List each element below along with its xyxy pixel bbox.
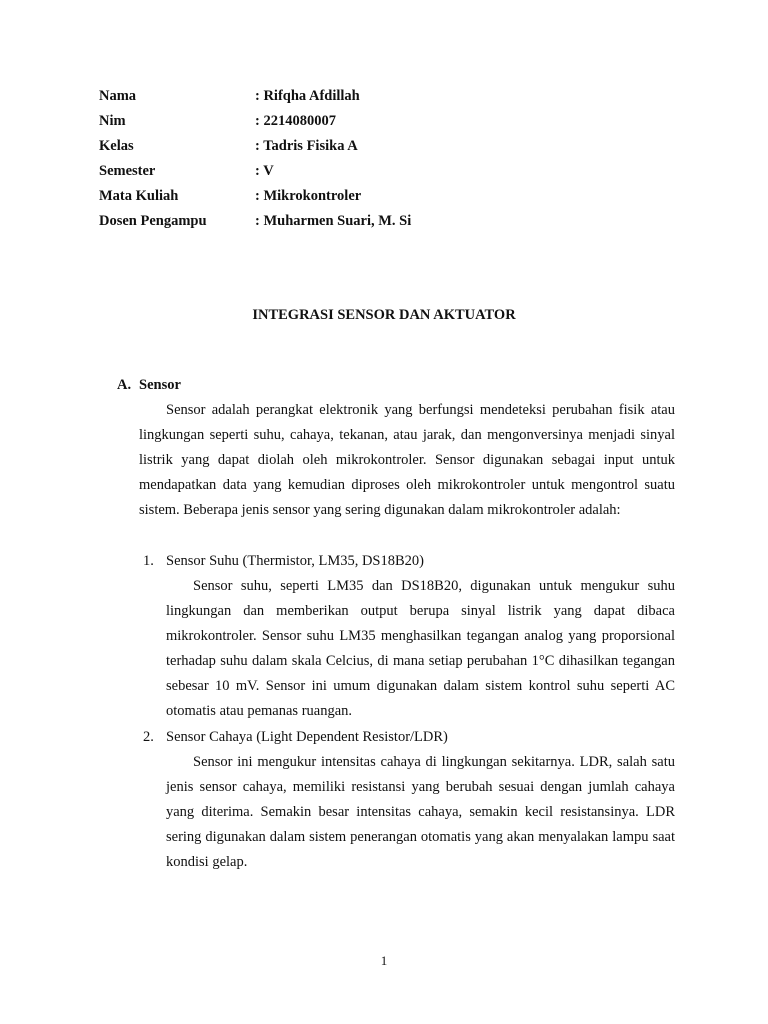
list-item-paragraph: Sensor ini mengukur intensitas cahaya di lingkungan sekitarnya. LDR, salah satu jenis sensor cahaya, memiliki resistansi yang berubah sesuai dengan jumlah cahaya yang diterima. Semakin besar intensitas cahaya, semakin kecil resistansinya. LDR sering digunakan dalam sistem penerangan otomatis yang akan menyalakan lampu saat kondisi gelap. <box>166 754 675 870</box>
identity-label: Semester <box>99 163 156 179</box>
identity-label: Nim <box>99 113 126 129</box>
list-item-heading <box>143 725 448 750</box>
list-item-paragraph: Sensor suhu, seperti LM35 dan DS18B20, digunakan untuk mengukur suhu lingkungan dan memberikan output berupa sinyal listrik yang dapat dibaca mikrokontroler. Sensor suhu LM35 menghasilkan tegangan analog yang proporsional terhadap suhu dalam skala Celcius, di mana setiap perubahan 1°C dihasilkan tegangan sebesar 10 mV. Sensor ini umum digunakan dalam sistem kontrol suhu seperti AC otomatis atau pemanas ruangan. <box>166 578 675 719</box>
identity-value: : Muharmen Suari, M. Si <box>255 213 412 229</box>
identity-value: : 2214080007 <box>255 113 336 129</box>
identity-label: Dosen Pengampu <box>99 213 207 229</box>
identity-label: Kelas <box>99 138 134 154</box>
list-item-title: Sensor Suhu (Thermistor, LM35, DS18B20) <box>166 553 424 569</box>
identity-label: Mata Kuliah <box>99 188 179 204</box>
identity-value: : V <box>255 163 274 179</box>
section-intro-paragraph: Sensor adalah perangkat elektronik yang berfungsi mendeteksi perubahan fisik atau lingkungan seperti suhu, cahaya, tekanan, atau jarak, dan mengonversinya menjadi sinyal listrik yang dapat diolah oleh mikrokontroler. Sensor digunakan sebagai input untuk mendapatkan data yang kemudian diproses oleh mikrokontroler untuk mengontrol suatu sistem. Beberapa jenis sensor yang sering digunakan dalam mikrokontroler adalah: <box>139 402 675 518</box>
page-number: 1 <box>380 953 388 968</box>
list-item-number: 1. <box>143 553 154 569</box>
identity-label: Nama <box>99 88 137 104</box>
identity-value: : Tadris Fisika A <box>255 138 358 154</box>
document-title: INTEGRASI SENSOR DAN AKTUATOR <box>252 307 516 323</box>
identity-value: : Rifqha Afdillah <box>255 88 360 104</box>
identity-value: : Mikrokontroler <box>255 188 362 204</box>
section-heading-text: Sensor <box>139 377 181 393</box>
list-item-title: Sensor Cahaya (Light Dependent Resistor/LDR) <box>166 729 448 745</box>
section-heading <box>117 373 181 397</box>
section-letter: A. <box>117 377 132 393</box>
list-item-number: 2. <box>143 729 154 745</box>
list-item-heading <box>143 549 424 574</box>
